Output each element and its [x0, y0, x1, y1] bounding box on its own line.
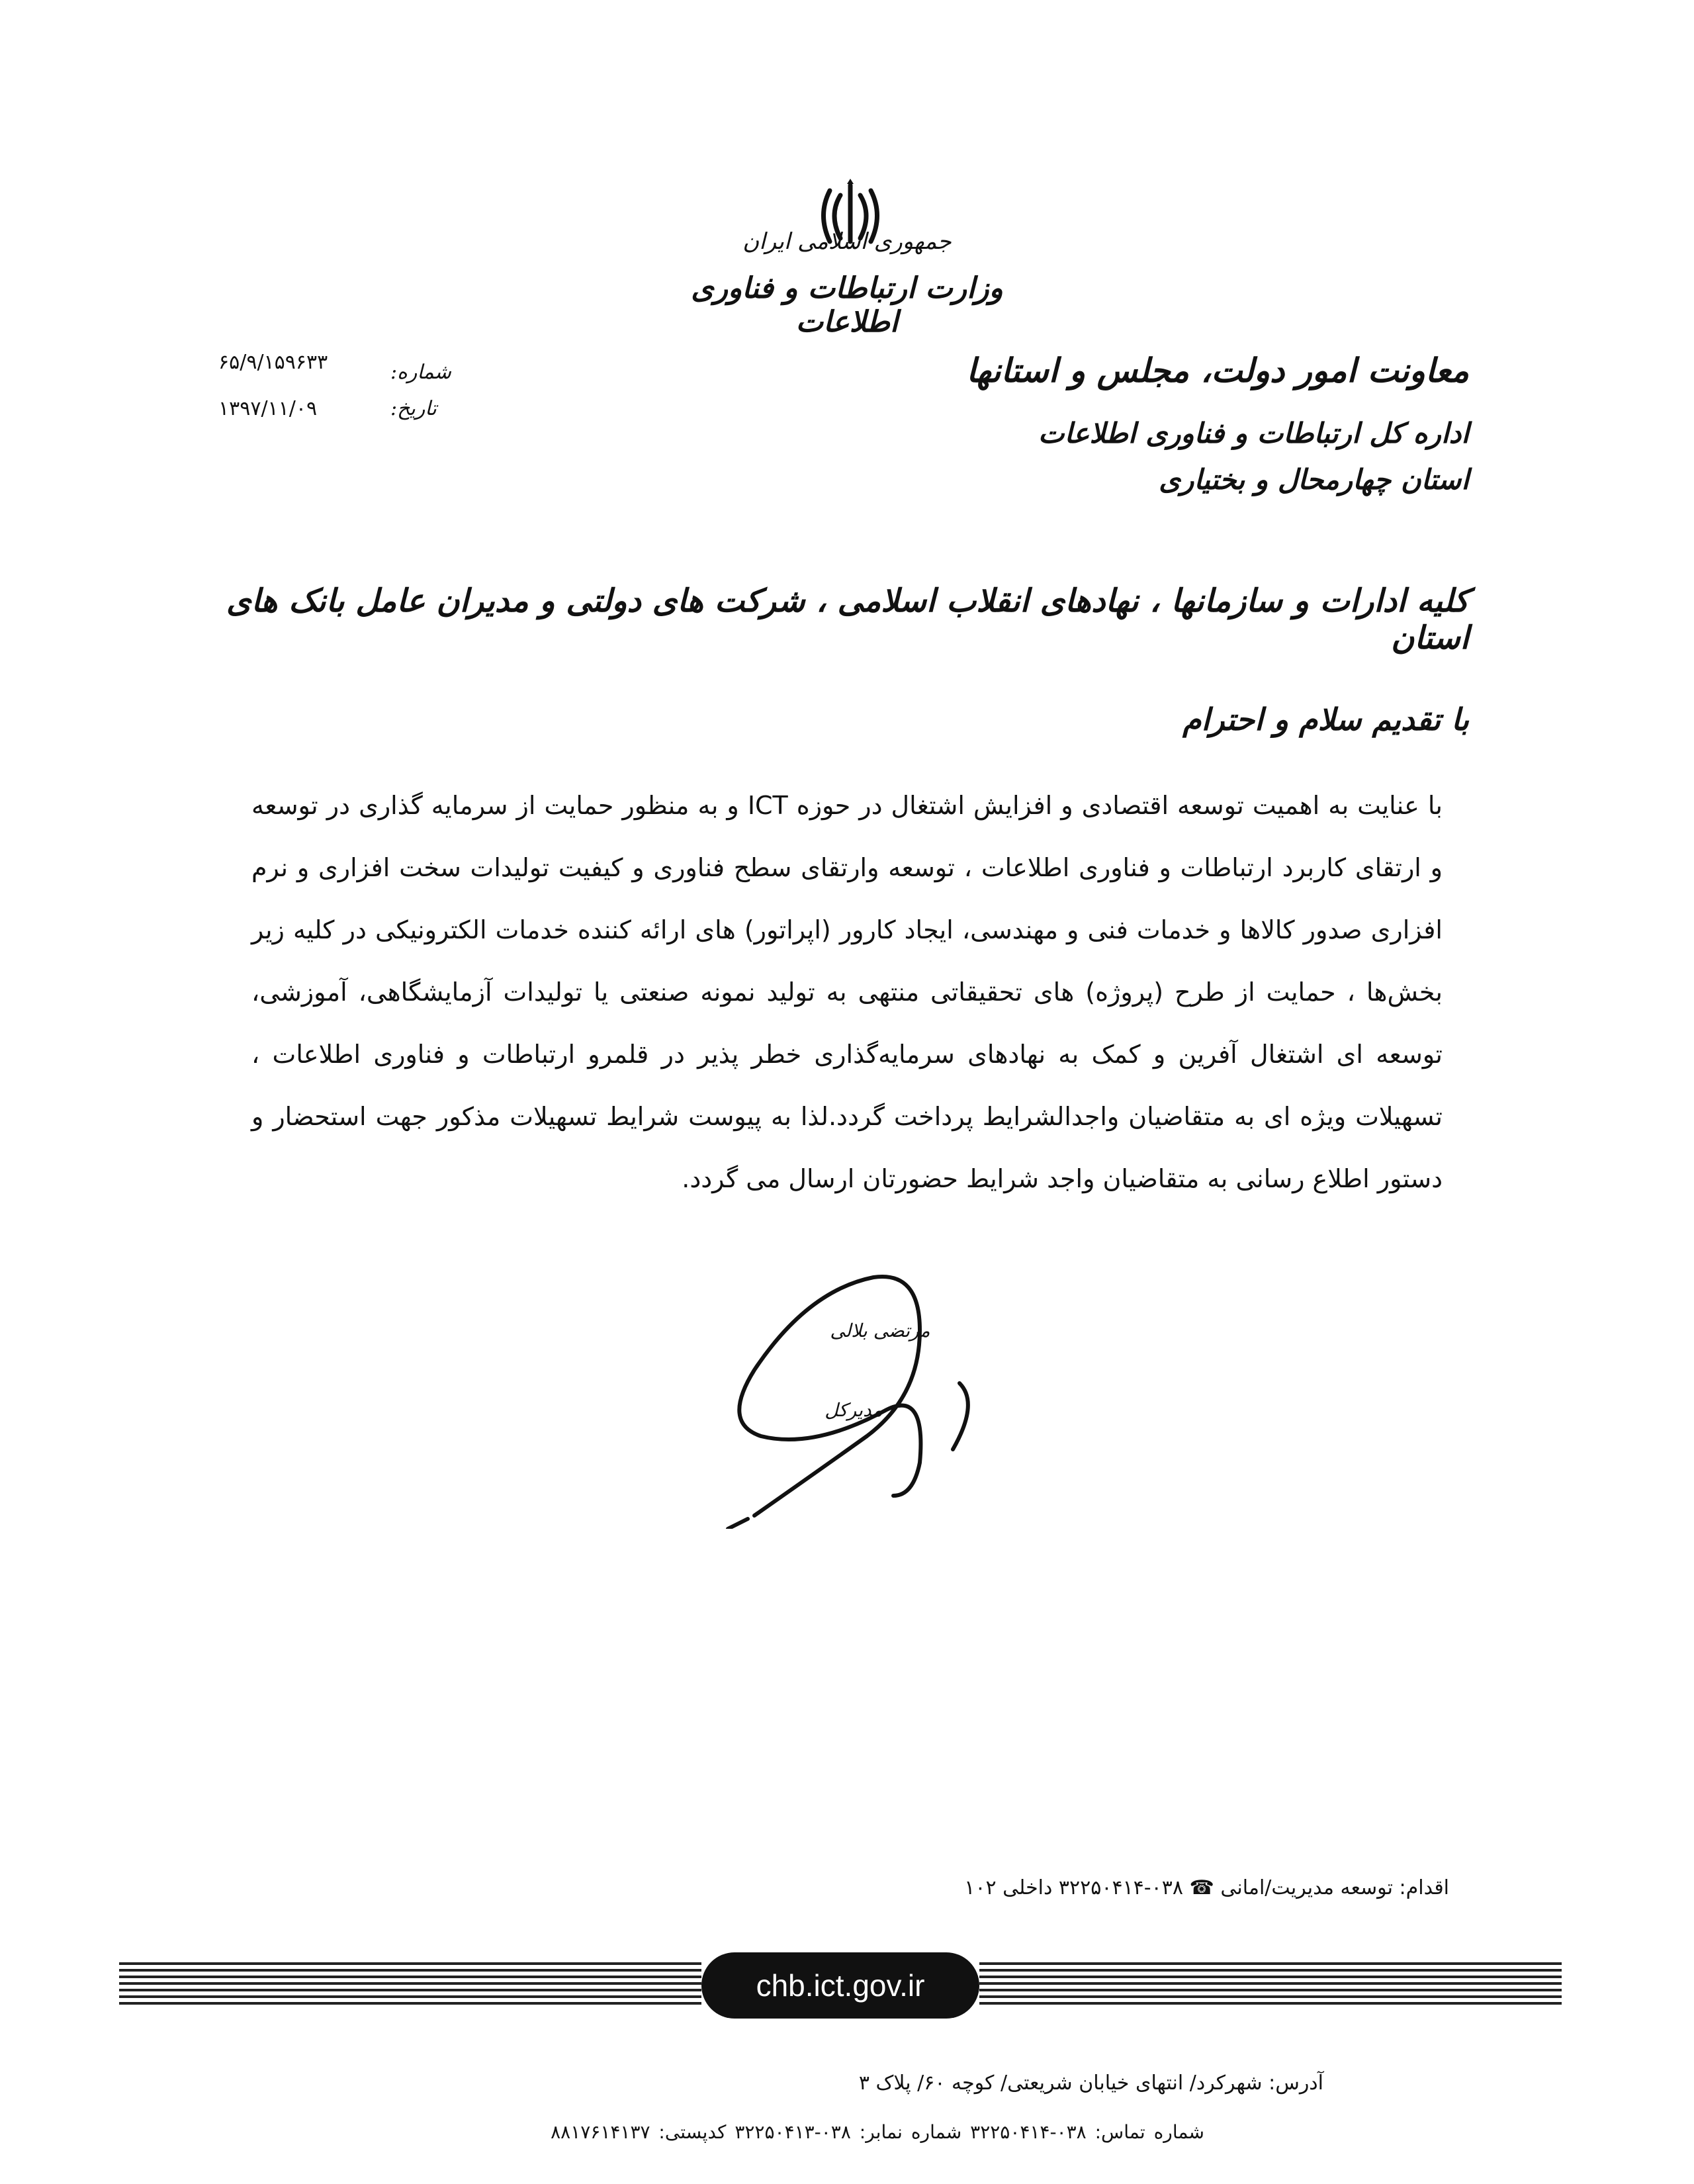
province-title: استان چهارمحال و بختیاری: [1159, 463, 1469, 496]
letter-number: ۶۵/۹/۱۵۹۶۳۳: [218, 351, 328, 374]
letter-body: با عنایت به اهمیت توسعه اقتصادی و افزایش اشتغال در حوزه ICT و به منظور حمایت از سرمایه گذاری در توسعه و ارتقای کاربرد ارتباطات و فناوری اطلاعات ، توسعه وارتقای سطح فناوری و کیفیت تولیدات سخت افزاری و نرم افزاری صدور کالاها و خدمات فنی و مهندسی، ایجاد کارور (اپراتور) های ارائه کننده خدمات الکترونیکی در کلیه زیر بخش‌ها ، حمایت از طرح (پروژه) های تحقیقاتی منتهی به تولید نمونه صنعتی یا تولیدات آزمایشگاهی، آموزشی، توسعه ای اشتغال آفرین و کمک به نهادهای سرمایه‌گذاری خطر پذیر در قلمرو ارتباطات و فناوری اطلاعات ، تسهیلات ویژه ای به متقاضیان واجدالشرایط پرداخت گردد.لذا به پیوست شرایط تسهیلات مذکور جهت استحضار و دستور اطلاع رسانی به متقاضیان واجد شرایط حضورتان ارسال می گردد.: [251, 791, 1443, 1193]
recipient-line: کلیه ادارات و سازمانها ، نهادهای انقلاب اسلامی ، شرکت های دولتی و مدیران عامل بانک های استان: [226, 582, 1469, 657]
signature: [701, 1251, 1019, 1529]
deputy-title: معاونت امور دولت، مجلس و استانها: [966, 351, 1469, 390]
letter-date: ۱۳۹۷/۱۱/۰۹: [218, 397, 318, 420]
footer-address: آدرس: شهرکرد/ انتهای خیابان شریعتی/ کوچه ۶۰/ پلاک ۳: [858, 2071, 1323, 2095]
date-label: تاریخ:: [390, 397, 437, 420]
website-link[interactable]: chb.ict.gov.ir: [701, 1952, 979, 2019]
greeting: با تقدیم سلام و احترام: [1182, 702, 1469, 737]
action-line: اقدام: توسعه مدیریت/امانی ☎ ۰۳۸-۳۲۲۵۰۴۱۴ داخلی ۱۰۲: [964, 1876, 1449, 1899]
signatory-name: مرتضی بلالی: [830, 1320, 930, 1342]
department-title: اداره کل ارتباطات و فناوری اطلاعات: [1038, 417, 1469, 449]
footer-contacts: شماره تماس: ۰۳۸-۳۲۲۵۰۴۱۴ شماره نمابر: ۰۳۸-۳۲۲۵۰۴۱۳ کدپستی: ۸۸۱۷۶۱۴۱۳۷: [551, 2121, 1204, 2143]
number-label: شماره:: [390, 361, 451, 384]
footer-stripes-left: [119, 1962, 701, 2011]
country-name: جمهوری اسلامی ایران: [742, 228, 952, 255]
signatory-title: مدیرکل: [825, 1399, 883, 1421]
footer-stripes-right: [979, 1962, 1562, 2011]
ministry-name: وزارت ارتباطات و فناوری اطلاعات: [691, 271, 1003, 339]
